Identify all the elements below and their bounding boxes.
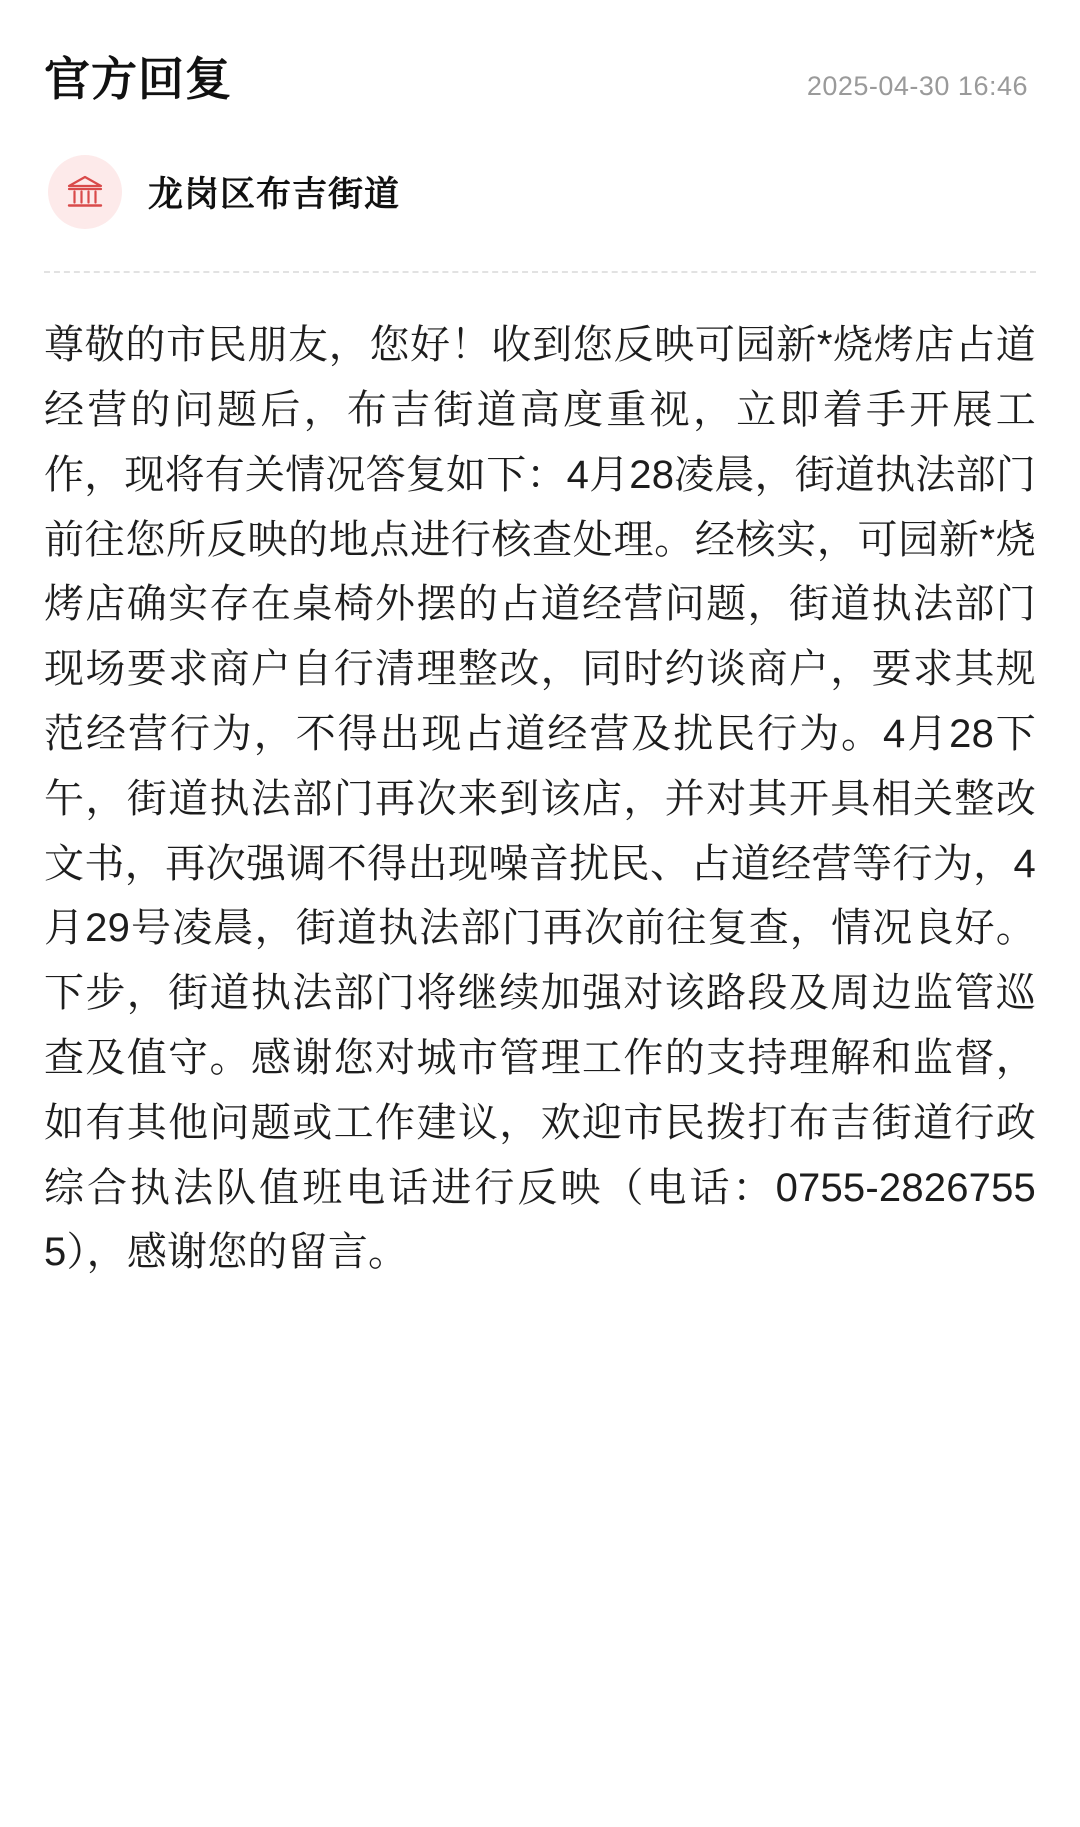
organization-name: 龙岗区布吉街道 — [148, 175, 401, 215]
section-divider — [44, 271, 1036, 273]
page-title: 官方回复 — [44, 53, 232, 105]
reply-body-text: 尊敬的市民朋友，您好！收到您反映可园新*烧烤店占道经营的问题后，布吉街道高度重视，立即着手开展工作，现将有关情况答复如下：4月28凌晨，街道执法部门前往您所反映的地点进行核查处理。经核实，可园新*烧烤店确实存在桌椅外摆的占道经营问题，街道执法部门现场要求商户自行清理整改，同时约谈商户，要求其规范经营行为，不得出现占道经营及扰民行为。4月28下午，街道执法部门再次来到该店，并对其开具相关整改文书，再次强调不得出现噪音扰民、占道经营等行为，4月29号凌晨，街道执法部门再次前往复查，情况良好。下步，街道执法部门将继续加强对该路段及周边监管巡查及值守。感谢您对城市管理工作的支持理解和监督，如有其他问题或工作建议，欢迎市民拨打布吉街道行政综合执法队值班电话进行反映（电话：0755-28267555），感谢您的留言。 — [44, 323, 1037, 1275]
government-building-icon — [48, 155, 122, 229]
reply-timestamp: 2025-04-30 16:46 — [806, 71, 1028, 101]
header — [44, 0, 1036, 107]
organization-row[interactable] — [44, 155, 1036, 229]
